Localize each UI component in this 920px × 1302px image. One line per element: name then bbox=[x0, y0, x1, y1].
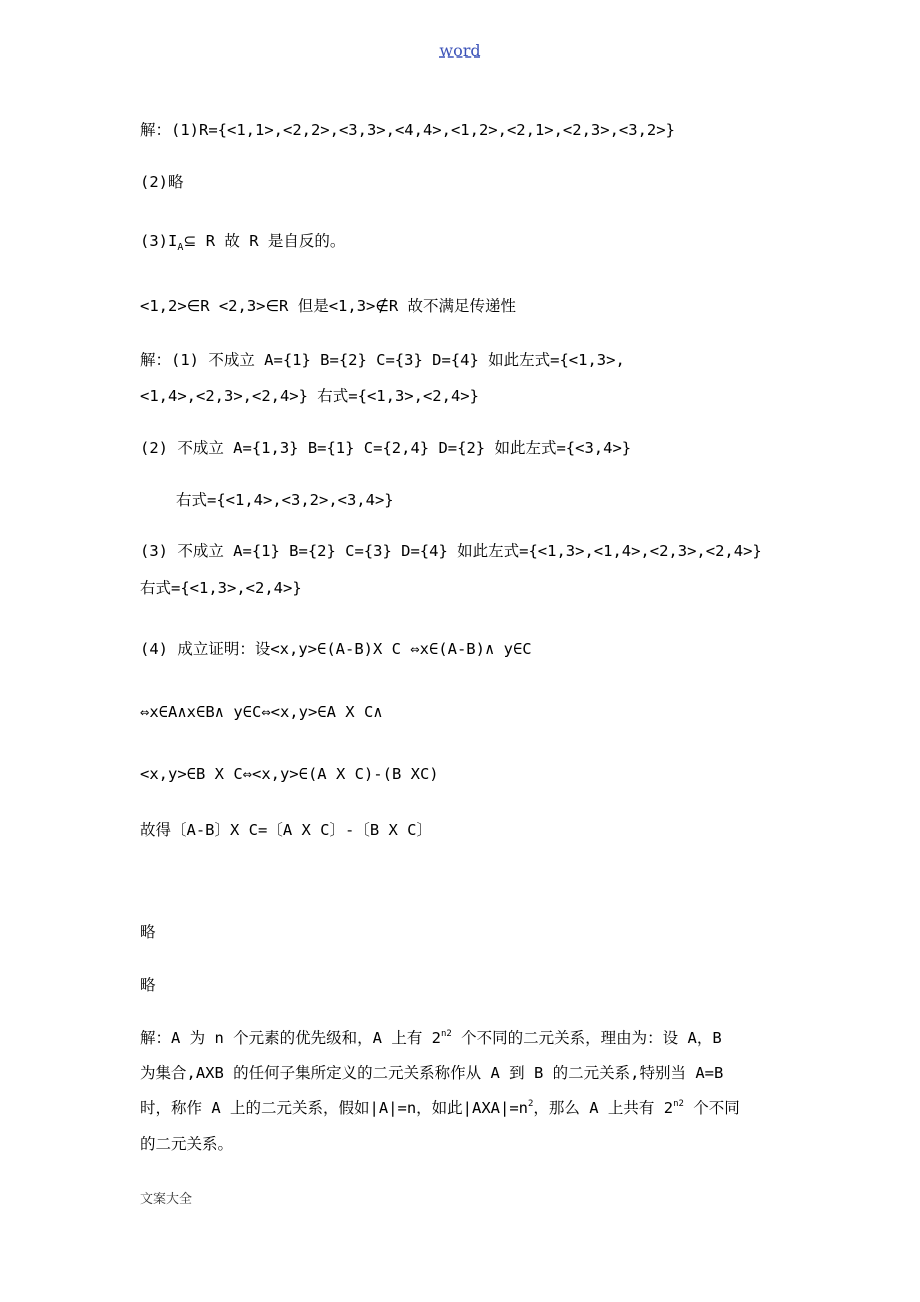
expl1-text-b: 个不同的二元关系，理由为：设 A，B bbox=[451, 1029, 722, 1047]
line3-text-b: R 故 R 是自反的。 bbox=[205, 232, 346, 250]
proof-line-1: (4) 成立证明：设<x,y>∈(A-B)X C ⇔x∈(A-B)∧ y∈C bbox=[140, 640, 532, 658]
expl3-superscript-2: n2 bbox=[673, 1099, 684, 1109]
explanation-line-3 bbox=[140, 1098, 740, 1121]
expl3-text-c: 个不同 bbox=[683, 1099, 740, 1117]
explanation-line-2: 为集合,AXB 的任何子集所定义的二元关系称作从 A 到 B 的二元关系,特别当 A=B bbox=[140, 1064, 724, 1082]
line4-text-a: <1,2> bbox=[140, 297, 187, 315]
answer-line-3 bbox=[140, 231, 345, 254]
expl3-superscript: 2 bbox=[527, 1099, 534, 1109]
answer-line-9: (3) 不成立 A={1} B={2} C={3} D={4} 如此左式={<1,3>,<1,4>,<2,3>,<2,4>} bbox=[140, 542, 762, 560]
answer-omitted-1: 略 bbox=[140, 923, 156, 941]
answer-line-4 bbox=[140, 296, 516, 316]
answer-line-6: <1,4>,<2,3>,<2,4>} 右式={<1,3>,<2,4>} bbox=[140, 387, 479, 405]
answer-line-10: 右式={<1,3>,<2,4>} bbox=[140, 579, 302, 597]
explanation-line-4: 的二元关系。 bbox=[140, 1135, 234, 1153]
answer-line-8: 右式={<1,4>,<3,2>,<3,4>} bbox=[176, 491, 394, 509]
explanation-line-1 bbox=[140, 1028, 722, 1051]
answer-line-2: (2)略 bbox=[140, 173, 184, 191]
proof-conclusion: 故得〔A-B〕X C=〔A X C〕-〔B X C〕 bbox=[140, 821, 432, 839]
not-element-symbol: ∉ bbox=[375, 297, 389, 315]
expl3-text-b: ，那么 A 上共有 2 bbox=[533, 1099, 674, 1117]
expl3-text-a: 时，称作 A 上的二元关系，假如|A|=n，如此|AXA|=n bbox=[140, 1099, 528, 1117]
line4-text-c: R 但是<1,3> bbox=[279, 297, 376, 315]
line3-text-a: (3)I bbox=[140, 232, 178, 250]
line4-text-b: R <2,3> bbox=[200, 297, 266, 315]
line3-subscript: A bbox=[177, 242, 184, 253]
expl1-text-a: 解：A 为 n 个元素的优先级和，A 上有 2 bbox=[140, 1029, 441, 1047]
answer-line-7: (2) 不成立 A={1,3} B={1} C={2,4} D={2} 如此左式={<3,4>} bbox=[140, 439, 632, 457]
element-symbol: ∈ bbox=[186, 297, 201, 315]
expl1-superscript: n2 bbox=[441, 1029, 452, 1039]
answer-line-5: 解：(1) 不成立 A={1} B={2} C={3} D={4} 如此左式={<1,3>, bbox=[140, 351, 625, 369]
subset-symbol: ⊆ bbox=[183, 232, 197, 250]
line4-text-d: R 故不满足传递性 bbox=[388, 297, 517, 315]
header-title: word bbox=[439, 41, 481, 60]
proof-line-3: <x,y>∈B X C⇔<x,y>∈(A X C)-(B XC) bbox=[140, 765, 439, 783]
answer-line-1: 解：(1)R={<1,1>,<2,2>,<3,3>,<4,4>,<1,2>,<2,1>,<2,3>,<3,2>} bbox=[140, 121, 675, 139]
footer-text: 文案大全 bbox=[140, 1192, 193, 1207]
proof-line-2: ⇔x∈A∧x∈B∧ y∈C⇔<x,y>∈A X C∧ bbox=[140, 703, 383, 721]
answer-omitted-2: 略 bbox=[140, 976, 156, 994]
element-symbol: ∈ bbox=[265, 297, 280, 315]
